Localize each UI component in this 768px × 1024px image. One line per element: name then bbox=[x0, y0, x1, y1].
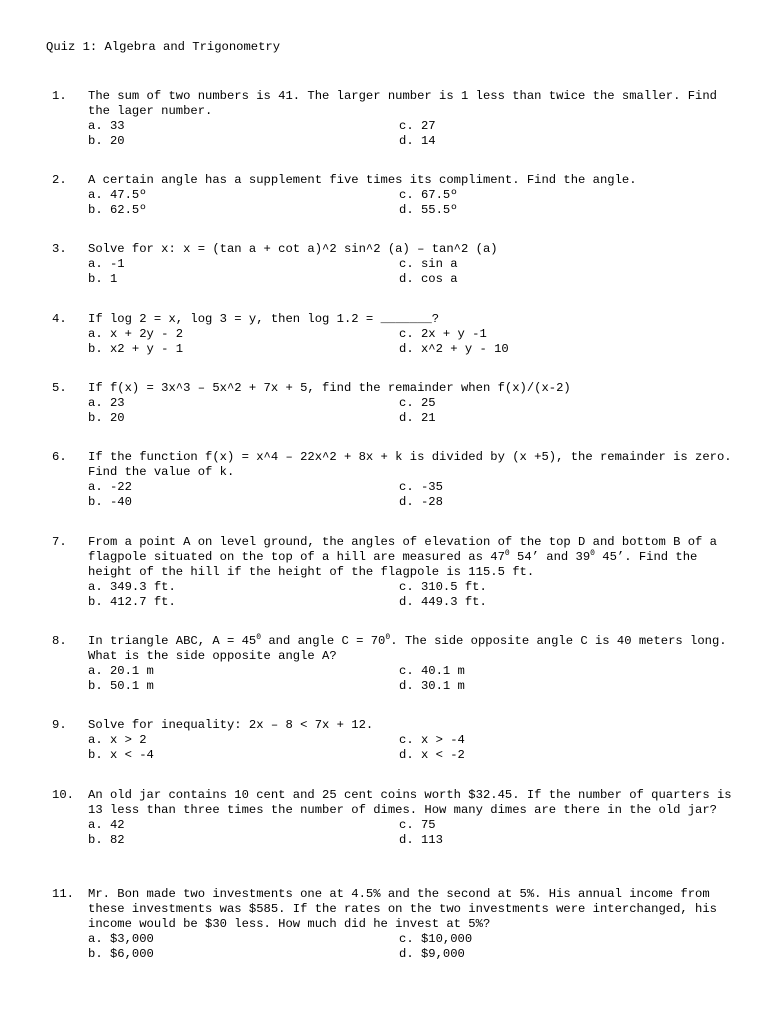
page-title: Quiz 1: Algebra and Trigonometry bbox=[46, 40, 281, 54]
choice-a: a. 42 bbox=[88, 818, 125, 832]
answer-choices bbox=[88, 580, 732, 610]
choice-b: b. 20 bbox=[88, 411, 125, 425]
question-text: A certain angle has a supplement five times its compliment. Find the angle. bbox=[88, 173, 637, 187]
choice-c: c. 67.5º bbox=[399, 188, 458, 202]
question-text bbox=[88, 634, 732, 664]
choice-c: c. $10,000 bbox=[399, 932, 473, 946]
question-6 bbox=[52, 450, 739, 510]
question-3 bbox=[52, 242, 732, 287]
choice-c: c. 40.1 m bbox=[399, 664, 465, 678]
question-text-part: and angle C = 70 bbox=[261, 634, 386, 648]
choice-d: d. $9,000 bbox=[399, 947, 465, 961]
choice-d: d. 449.3 ft. bbox=[399, 595, 487, 609]
choice-b: b. 1 bbox=[88, 272, 118, 286]
question-text: The sum of two numbers is 41. The larger number is 1 less than twice the smaller. Find the lager number. bbox=[88, 89, 725, 118]
choice-c: c. sin a bbox=[399, 257, 458, 271]
question-number: 10. bbox=[52, 788, 74, 802]
answer-choices bbox=[88, 327, 732, 357]
choice-b: b. 82 bbox=[88, 833, 125, 847]
question-text-part: ? bbox=[431, 312, 440, 326]
question-text-part: From a point A on level ground, the angles of elevation of the top D and bottom B of a flagpole situated on the top of a hill are measured as 47 bbox=[88, 535, 725, 564]
choice-d: d. x < -2 bbox=[399, 748, 465, 762]
question-text-part: 45’. Find the height of the hill if the height of the flagpole is 115.5 ft. bbox=[88, 550, 705, 579]
question-number: 9. bbox=[52, 718, 67, 732]
choice-d: d. 30.1 m bbox=[399, 679, 465, 693]
choice-a: a. 23 bbox=[88, 396, 125, 410]
question-text-part: 54’ and 39 bbox=[509, 550, 591, 564]
choice-a: a. x > 2 bbox=[88, 733, 147, 747]
choice-a: a. $3,000 bbox=[88, 932, 154, 946]
question-text: If the function f(x) = x^4 – 22x^2 + 8x + k is divided by (x +5), the remainder is zero. Find the value of k. bbox=[88, 450, 739, 479]
question-5 bbox=[52, 381, 732, 426]
choice-d: d. 14 bbox=[399, 134, 436, 148]
choice-d: d. cos a bbox=[399, 272, 458, 286]
degree-mark: 0 bbox=[256, 632, 262, 642]
question-number: 6. bbox=[52, 450, 67, 464]
choice-d: d. x^2 + y - 10 bbox=[399, 342, 509, 356]
answer-choices bbox=[88, 119, 732, 149]
question-10 bbox=[52, 788, 739, 848]
question-text-part: If log 2 = x, log 3 = y, then log 1.2 = bbox=[88, 312, 381, 326]
answer-choices bbox=[88, 396, 732, 426]
choice-c: c. 25 bbox=[399, 396, 436, 410]
choice-b: b. 412.7 ft. bbox=[88, 595, 176, 609]
choice-b: b. 20 bbox=[88, 134, 125, 148]
choice-a: a. 20.1 m bbox=[88, 664, 154, 678]
question-number: 5. bbox=[52, 381, 67, 395]
answer-choices bbox=[88, 188, 732, 218]
question-2 bbox=[52, 173, 732, 218]
question-number: 1. bbox=[52, 89, 67, 103]
question-7 bbox=[52, 535, 732, 610]
choice-a: a. 33 bbox=[88, 119, 125, 133]
choice-c: c. 310.5 ft. bbox=[399, 580, 487, 594]
choice-b: b. x < -4 bbox=[88, 748, 154, 762]
choice-a: a. -1 bbox=[88, 257, 125, 271]
choice-c: c. 2x + y -1 bbox=[399, 327, 487, 341]
choice-a: a. -22 bbox=[88, 480, 132, 494]
answer-choices bbox=[88, 733, 732, 763]
degree-mark: 0 bbox=[385, 632, 391, 642]
question-text: Solve for inequality: 2x – 8 < 7x + 12. bbox=[88, 718, 374, 732]
choice-d: d. 55.5º bbox=[399, 203, 458, 217]
answer-choices bbox=[88, 257, 732, 287]
question-text: Mr. Bon made two investments one at 4.5% and the second at 5%. His annual income from these investments was $585. If the rates on the two investments were interchanged, his income would be $30 less. How much did he invest at 5%? bbox=[88, 887, 725, 931]
choice-d: d. -28 bbox=[399, 495, 443, 509]
question-number: 2. bbox=[52, 173, 67, 187]
choice-b: b. 62.5º bbox=[88, 203, 147, 217]
question-8 bbox=[52, 634, 732, 694]
choice-a: a. x + 2y - 2 bbox=[88, 327, 184, 341]
question-number: 4. bbox=[52, 312, 67, 326]
question-text: If f(x) = 3x^3 – 5x^2 + 7x + 5, find the remainder when f(x)/(x-2) bbox=[88, 381, 571, 395]
answer-choices bbox=[88, 818, 732, 848]
question-text: An old jar contains 10 cent and 25 cent coins worth $32.45. If the number of quarters is 13 less than three times the number of dimes. How many dimes are there in the old jar? bbox=[88, 788, 739, 817]
choice-b: b. x2 + y - 1 bbox=[88, 342, 184, 356]
choice-d: d. 113 bbox=[399, 833, 443, 847]
choice-c: c. 27 bbox=[399, 119, 436, 133]
question-number: 11. bbox=[52, 887, 74, 901]
question-number: 7. bbox=[52, 535, 67, 549]
answer-choices bbox=[88, 480, 732, 510]
choice-a: a. 349.3 ft. bbox=[88, 580, 176, 594]
choice-a: a. 47.5º bbox=[88, 188, 147, 202]
question-text: Solve for x: x = (tan a + cot a)^2 sin^2 (a) – tan^2 (a) bbox=[88, 242, 498, 256]
question-9 bbox=[52, 718, 732, 763]
answer-choices bbox=[88, 932, 732, 962]
choice-c: c. x > -4 bbox=[399, 733, 465, 747]
choice-c: c. 75 bbox=[399, 818, 436, 832]
question-4 bbox=[52, 312, 732, 357]
question-number: 8. bbox=[52, 634, 67, 648]
question-number: 3. bbox=[52, 242, 67, 256]
question-text bbox=[88, 535, 732, 580]
choice-c: c. -35 bbox=[399, 480, 443, 494]
answer-choices bbox=[88, 664, 732, 694]
question-text-part: In triangle ABC, A = 45 bbox=[88, 634, 257, 648]
choice-b: b. -40 bbox=[88, 495, 132, 509]
degree-mark: 0 bbox=[504, 548, 510, 558]
choice-d: d. 21 bbox=[399, 411, 436, 425]
question-1 bbox=[52, 89, 732, 149]
choice-b: b. 50.1 m bbox=[88, 679, 154, 693]
choice-b: b. $6,000 bbox=[88, 947, 154, 961]
question-text bbox=[88, 312, 732, 327]
question-11 bbox=[52, 887, 732, 962]
answer-blank: _______ bbox=[380, 312, 432, 326]
question-text-part: . The side opposite angle C is 40 meters long. What is the side opposite angle A? bbox=[88, 634, 734, 663]
degree-mark: 0 bbox=[590, 548, 595, 558]
